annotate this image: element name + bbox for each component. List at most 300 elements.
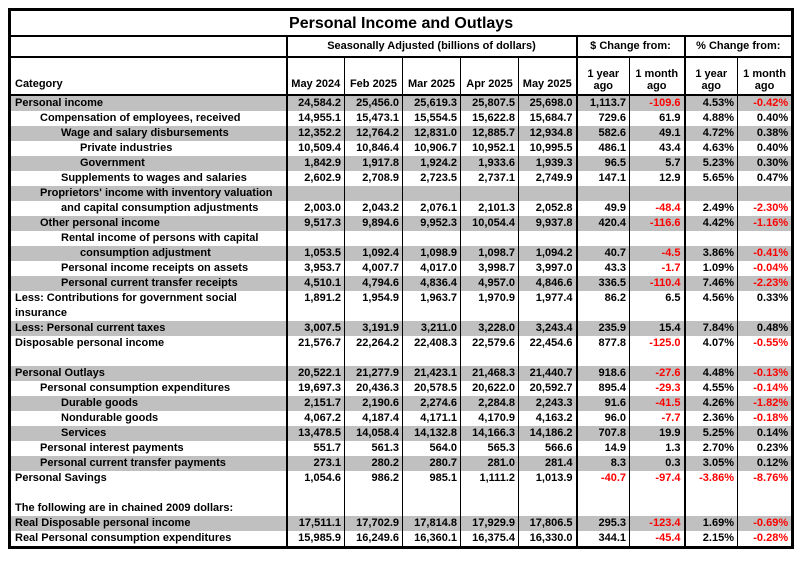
value-cell bbox=[630, 486, 685, 501]
value-cell: 420.4 bbox=[577, 216, 630, 231]
value-cell: 17,814.8 bbox=[403, 516, 461, 531]
value-cell: 5.7 bbox=[630, 156, 685, 171]
value-cell: 0.30% bbox=[738, 156, 793, 171]
value-cell: 295.3 bbox=[577, 516, 630, 531]
value-cell: 8.3 bbox=[577, 456, 630, 471]
value-cell: -116.6 bbox=[630, 216, 685, 231]
column-header-apr-2025: Apr 2025 bbox=[461, 57, 519, 95]
value-cell: -2.23% bbox=[738, 276, 793, 291]
value-cell bbox=[685, 231, 738, 246]
value-cell: 4,510.1 bbox=[287, 276, 345, 291]
value-cell: -0.14% bbox=[738, 381, 793, 396]
value-cell: 17,806.5 bbox=[519, 516, 577, 531]
value-cell: 2,749.9 bbox=[519, 171, 577, 186]
table-row bbox=[10, 216, 793, 231]
value-cell: 4,794.6 bbox=[345, 276, 403, 291]
column-header-row bbox=[10, 57, 793, 95]
value-cell: 49.1 bbox=[630, 126, 685, 141]
value-cell: 4,171.1 bbox=[403, 411, 461, 426]
value-cell: 1,092.4 bbox=[345, 246, 403, 261]
category-cell: Proprietors' income with inventory valuation bbox=[10, 186, 287, 201]
value-cell bbox=[630, 231, 685, 246]
value-cell: 0.47% bbox=[738, 171, 793, 186]
value-cell: -97.4 bbox=[630, 471, 685, 486]
value-cell: 1,053.5 bbox=[287, 246, 345, 261]
value-cell bbox=[287, 351, 345, 366]
value-cell: 4.63% bbox=[685, 141, 738, 156]
value-cell: -110.4 bbox=[630, 276, 685, 291]
category-cell: consumption adjustment bbox=[10, 246, 287, 261]
value-cell: 3,007.5 bbox=[287, 321, 345, 336]
value-cell: 2.49% bbox=[685, 201, 738, 216]
column-header-mar-2025: Mar 2025 bbox=[403, 57, 461, 95]
value-cell: 486.1 bbox=[577, 141, 630, 156]
value-cell: 15,473.1 bbox=[345, 111, 403, 126]
value-cell: 2.15% bbox=[685, 531, 738, 548]
category-column-header: Category bbox=[10, 57, 287, 95]
value-cell bbox=[461, 186, 519, 201]
value-cell bbox=[738, 351, 793, 366]
column-header-feb-2025: Feb 2025 bbox=[345, 57, 403, 95]
value-cell: 16,249.6 bbox=[345, 531, 403, 548]
value-cell: 4.26% bbox=[685, 396, 738, 411]
value-cell bbox=[630, 306, 685, 321]
value-cell bbox=[738, 486, 793, 501]
value-cell: -2.30% bbox=[738, 201, 793, 216]
category-cell: Personal interest payments bbox=[40, 442, 184, 454]
value-cell: -0.55% bbox=[738, 336, 793, 351]
value-cell: 2,190.6 bbox=[345, 396, 403, 411]
value-cell: 43.4 bbox=[630, 141, 685, 156]
value-cell: 14,058.4 bbox=[345, 426, 403, 441]
value-cell: 21,423.1 bbox=[403, 366, 461, 381]
value-cell: 16,330.0 bbox=[519, 531, 577, 548]
value-cell: 25,698.0 bbox=[519, 95, 577, 111]
value-cell: 12,831.0 bbox=[403, 126, 461, 141]
value-cell: -1.7 bbox=[630, 261, 685, 276]
value-cell: 561.3 bbox=[345, 441, 403, 456]
percent-change-group-header: % Change from: bbox=[685, 36, 793, 57]
value-cell: 12,885.7 bbox=[461, 126, 519, 141]
category-cell: Personal current transfer payments bbox=[10, 456, 287, 471]
value-cell bbox=[519, 486, 577, 501]
table-row bbox=[10, 456, 793, 471]
table-row bbox=[10, 201, 793, 216]
value-cell: 235.9 bbox=[577, 321, 630, 336]
category-cell: Personal current transfer receipts bbox=[10, 276, 287, 291]
value-cell: 16,375.4 bbox=[461, 531, 519, 548]
value-cell: 25,807.5 bbox=[461, 95, 519, 111]
category-cell: Government bbox=[10, 156, 287, 171]
value-cell: 5.23% bbox=[685, 156, 738, 171]
value-cell: 4,187.4 bbox=[345, 411, 403, 426]
value-cell: 1,970.9 bbox=[461, 291, 519, 306]
value-cell: -0.04% bbox=[738, 261, 793, 276]
value-cell bbox=[345, 486, 403, 501]
value-cell: 10,995.5 bbox=[519, 141, 577, 156]
value-cell bbox=[738, 231, 793, 246]
value-cell: 4,836.4 bbox=[403, 276, 461, 291]
table-row bbox=[10, 276, 793, 291]
value-cell: 2,737.1 bbox=[461, 171, 519, 186]
table-row bbox=[10, 291, 793, 306]
column-header-may-2025: May 2025 bbox=[519, 57, 577, 95]
value-cell: 21,440.7 bbox=[519, 366, 577, 381]
value-cell: 9,952.3 bbox=[403, 216, 461, 231]
value-cell: 96.0 bbox=[577, 411, 630, 426]
value-cell: 1,098.7 bbox=[461, 246, 519, 261]
value-cell: 5.25% bbox=[685, 426, 738, 441]
value-cell: 3.05% bbox=[685, 456, 738, 471]
value-cell bbox=[685, 501, 738, 516]
table-row bbox=[10, 501, 793, 516]
value-cell bbox=[577, 306, 630, 321]
value-cell: 21,576.7 bbox=[287, 336, 345, 351]
category-cell: insurance bbox=[15, 307, 67, 319]
value-cell bbox=[577, 486, 630, 501]
value-cell bbox=[345, 501, 403, 516]
value-cell: 985.1 bbox=[403, 471, 461, 486]
value-cell: 20,578.5 bbox=[403, 381, 461, 396]
value-cell bbox=[630, 186, 685, 201]
value-cell: 707.8 bbox=[577, 426, 630, 441]
value-cell bbox=[685, 186, 738, 201]
category-cell: Less: Contributions for government social bbox=[15, 292, 237, 304]
value-cell: -29.3 bbox=[630, 381, 685, 396]
value-cell: 0.3 bbox=[630, 456, 685, 471]
value-cell: 1,094.2 bbox=[519, 246, 577, 261]
value-cell: 25,619.3 bbox=[403, 95, 461, 111]
value-cell: 1,113.7 bbox=[577, 95, 630, 111]
value-cell: 1,933.6 bbox=[461, 156, 519, 171]
value-cell: 20,522.1 bbox=[287, 366, 345, 381]
value-cell: 273.1 bbox=[287, 456, 345, 471]
table-row bbox=[10, 321, 793, 336]
value-cell: 7.84% bbox=[685, 321, 738, 336]
value-cell: 4,846.6 bbox=[519, 276, 577, 291]
value-cell: 15,684.7 bbox=[519, 111, 577, 126]
category-cell: Compensation of employees, received bbox=[40, 112, 241, 124]
value-cell: 1,977.4 bbox=[519, 291, 577, 306]
table-row bbox=[10, 441, 793, 456]
table-row bbox=[10, 126, 793, 141]
value-cell: 9,517.3 bbox=[287, 216, 345, 231]
value-cell bbox=[345, 351, 403, 366]
value-cell: 3,211.0 bbox=[403, 321, 461, 336]
value-cell: 25,456.0 bbox=[345, 95, 403, 111]
value-cell: 20,436.3 bbox=[345, 381, 403, 396]
value-cell: 10,906.7 bbox=[403, 141, 461, 156]
value-cell: 2,708.9 bbox=[345, 171, 403, 186]
value-cell: 10,846.4 bbox=[345, 141, 403, 156]
table-row bbox=[10, 186, 793, 201]
value-cell: -41.5 bbox=[630, 396, 685, 411]
category-cell: Personal income receipts on assets bbox=[61, 262, 249, 274]
value-cell bbox=[685, 306, 738, 321]
value-cell: 0.14% bbox=[738, 426, 793, 441]
value-cell bbox=[287, 231, 345, 246]
category-cell: The following are in chained 2009 dollars: bbox=[15, 502, 234, 514]
value-cell: 1,842.9 bbox=[287, 156, 345, 171]
value-cell: 2,076.1 bbox=[403, 201, 461, 216]
category-cell: Wage and salary disbursements bbox=[10, 126, 287, 141]
value-cell: 13,478.5 bbox=[287, 426, 345, 441]
value-cell bbox=[403, 306, 461, 321]
value-cell: 281.4 bbox=[519, 456, 577, 471]
value-cell bbox=[403, 186, 461, 201]
table-row bbox=[10, 531, 793, 548]
value-cell: 12,764.2 bbox=[345, 126, 403, 141]
value-cell: -3.86% bbox=[685, 471, 738, 486]
value-cell: 4.88% bbox=[685, 111, 738, 126]
table-row bbox=[10, 111, 793, 126]
value-cell: 3,228.0 bbox=[461, 321, 519, 336]
value-cell bbox=[345, 306, 403, 321]
value-cell bbox=[287, 486, 345, 501]
category-cell: Services bbox=[10, 426, 287, 441]
value-cell: 40.7 bbox=[577, 246, 630, 261]
table-row bbox=[10, 366, 793, 381]
table-row bbox=[10, 95, 793, 111]
value-cell: 3,997.0 bbox=[519, 261, 577, 276]
value-cell: 2,284.8 bbox=[461, 396, 519, 411]
category-cell: Personal Outlays bbox=[10, 366, 287, 381]
value-cell: 0.48% bbox=[738, 321, 793, 336]
value-cell: 9,894.6 bbox=[345, 216, 403, 231]
value-cell: 12,352.2 bbox=[287, 126, 345, 141]
table-row bbox=[10, 306, 793, 321]
value-cell: 5.65% bbox=[685, 171, 738, 186]
value-cell: -27.6 bbox=[630, 366, 685, 381]
value-cell: 12,934.8 bbox=[519, 126, 577, 141]
value-cell: 21,277.9 bbox=[345, 366, 403, 381]
value-cell: 4.56% bbox=[685, 291, 738, 306]
value-cell bbox=[403, 501, 461, 516]
value-cell: -0.13% bbox=[738, 366, 793, 381]
table-row bbox=[10, 141, 793, 156]
value-cell: 2,101.3 bbox=[461, 201, 519, 216]
value-cell bbox=[403, 351, 461, 366]
value-cell: 17,929.9 bbox=[461, 516, 519, 531]
value-cell: -1.16% bbox=[738, 216, 793, 231]
column-header-percent-1-year-ago: 1 year ago bbox=[685, 57, 738, 95]
value-cell bbox=[403, 231, 461, 246]
value-cell: 22,264.2 bbox=[345, 336, 403, 351]
value-cell bbox=[577, 501, 630, 516]
value-cell: 877.8 bbox=[577, 336, 630, 351]
value-cell: 14,186.2 bbox=[519, 426, 577, 441]
table-row bbox=[10, 516, 793, 531]
value-cell: 2,602.9 bbox=[287, 171, 345, 186]
value-cell: 147.1 bbox=[577, 171, 630, 186]
value-cell bbox=[287, 306, 345, 321]
value-cell: 10,952.1 bbox=[461, 141, 519, 156]
value-cell bbox=[685, 351, 738, 366]
value-cell: 336.5 bbox=[577, 276, 630, 291]
title-row bbox=[10, 10, 793, 37]
value-cell: 2,243.3 bbox=[519, 396, 577, 411]
value-cell: 986.2 bbox=[345, 471, 403, 486]
value-cell: 1.3 bbox=[630, 441, 685, 456]
value-cell: 2.70% bbox=[685, 441, 738, 456]
table-body bbox=[10, 95, 793, 548]
value-cell bbox=[461, 501, 519, 516]
value-cell: 551.7 bbox=[287, 441, 345, 456]
value-cell: 1,963.7 bbox=[403, 291, 461, 306]
value-cell: 3.86% bbox=[685, 246, 738, 261]
value-cell: 2,151.7 bbox=[287, 396, 345, 411]
value-cell: 1,054.6 bbox=[287, 471, 345, 486]
value-cell: -8.76% bbox=[738, 471, 793, 486]
value-cell: 280.7 bbox=[403, 456, 461, 471]
value-cell: 1,891.2 bbox=[287, 291, 345, 306]
value-cell: 4.55% bbox=[685, 381, 738, 396]
category-cell: Real Personal consumption expenditures bbox=[15, 532, 232, 544]
value-cell: 4,007.7 bbox=[345, 261, 403, 276]
category-cell: Other personal income bbox=[10, 216, 287, 231]
value-cell: 0.33% bbox=[738, 291, 793, 306]
value-cell: 3,243.4 bbox=[519, 321, 577, 336]
value-cell bbox=[345, 186, 403, 201]
value-cell: 4,957.0 bbox=[461, 276, 519, 291]
income-outlays-table bbox=[8, 8, 794, 549]
value-cell bbox=[519, 231, 577, 246]
value-cell: 2,723.5 bbox=[403, 171, 461, 186]
value-cell: 10,509.4 bbox=[287, 141, 345, 156]
category-cell: Real Disposable personal income bbox=[10, 516, 287, 531]
value-cell: 15,622.8 bbox=[461, 111, 519, 126]
dollar-change-group-header: $ Change from: bbox=[577, 36, 685, 57]
value-cell bbox=[403, 486, 461, 501]
category-cell: Supplements to wages and salaries bbox=[61, 172, 247, 184]
value-cell: -7.7 bbox=[630, 411, 685, 426]
value-cell: 61.9 bbox=[630, 111, 685, 126]
value-cell: 19,697.3 bbox=[287, 381, 345, 396]
value-cell bbox=[738, 186, 793, 201]
category-cell: and capital consumption adjustments bbox=[61, 202, 259, 214]
category-cell: Less: Personal current taxes bbox=[10, 321, 287, 336]
value-cell: 22,454.6 bbox=[519, 336, 577, 351]
value-cell: 280.2 bbox=[345, 456, 403, 471]
value-cell: 17,702.9 bbox=[345, 516, 403, 531]
table-row bbox=[10, 336, 793, 351]
value-cell bbox=[519, 501, 577, 516]
value-cell: 2,043.2 bbox=[345, 201, 403, 216]
value-cell: -48.4 bbox=[630, 201, 685, 216]
value-cell: 20,592.7 bbox=[519, 381, 577, 396]
value-cell: 6.5 bbox=[630, 291, 685, 306]
value-cell: 19.9 bbox=[630, 426, 685, 441]
category-cell: Personal consumption expenditures bbox=[40, 382, 231, 394]
value-cell bbox=[519, 186, 577, 201]
value-cell: 0.38% bbox=[738, 126, 793, 141]
value-cell: -0.41% bbox=[738, 246, 793, 261]
value-cell: 2,052.8 bbox=[519, 201, 577, 216]
value-cell: 4.48% bbox=[685, 366, 738, 381]
category-cell: Nondurable goods bbox=[61, 412, 159, 424]
value-cell: 2,003.0 bbox=[287, 201, 345, 216]
value-cell: 22,579.6 bbox=[461, 336, 519, 351]
value-cell bbox=[738, 306, 793, 321]
value-cell: -1.82% bbox=[738, 396, 793, 411]
table-row bbox=[10, 486, 793, 501]
value-cell: 3,191.9 bbox=[345, 321, 403, 336]
value-cell bbox=[630, 501, 685, 516]
category-cell: Durable goods bbox=[10, 396, 287, 411]
value-cell: 24,584.2 bbox=[287, 95, 345, 111]
value-cell: -45.4 bbox=[630, 531, 685, 548]
value-cell: 895.4 bbox=[577, 381, 630, 396]
value-cell bbox=[630, 351, 685, 366]
value-cell: 17,511.1 bbox=[287, 516, 345, 531]
value-cell: -125.0 bbox=[630, 336, 685, 351]
value-cell: 1,098.9 bbox=[403, 246, 461, 261]
table-row bbox=[10, 246, 793, 261]
column-header-dollar-1-year-ago: 1 year ago bbox=[577, 57, 630, 95]
value-cell: 15,554.5 bbox=[403, 111, 461, 126]
table-row bbox=[10, 381, 793, 396]
value-cell: 91.6 bbox=[577, 396, 630, 411]
category-cell: Personal income bbox=[10, 95, 287, 111]
value-cell bbox=[738, 501, 793, 516]
category-cell: Personal Savings bbox=[15, 472, 107, 484]
value-cell: 582.6 bbox=[577, 126, 630, 141]
column-header-may-2024: May 2024 bbox=[287, 57, 345, 95]
value-cell: 2.36% bbox=[685, 411, 738, 426]
value-cell: -109.6 bbox=[630, 95, 685, 111]
value-cell bbox=[519, 306, 577, 321]
value-cell bbox=[577, 231, 630, 246]
value-cell: 15,985.9 bbox=[287, 531, 345, 548]
value-cell: 3,953.7 bbox=[287, 261, 345, 276]
value-cell: 20,622.0 bbox=[461, 381, 519, 396]
value-cell: 86.2 bbox=[577, 291, 630, 306]
value-cell: -0.42% bbox=[738, 95, 793, 111]
value-cell: -4.5 bbox=[630, 246, 685, 261]
table-row bbox=[10, 471, 793, 486]
value-cell: 1.09% bbox=[685, 261, 738, 276]
value-cell: 1,013.9 bbox=[519, 471, 577, 486]
value-cell: 4,163.2 bbox=[519, 411, 577, 426]
value-cell: 14,132.8 bbox=[403, 426, 461, 441]
value-cell: 7.46% bbox=[685, 276, 738, 291]
value-cell: 14,166.3 bbox=[461, 426, 519, 441]
table-row bbox=[10, 411, 793, 426]
value-cell: 4,017.0 bbox=[403, 261, 461, 276]
table-row bbox=[10, 351, 793, 366]
value-cell: 9,937.8 bbox=[519, 216, 577, 231]
value-cell: 1,939.3 bbox=[519, 156, 577, 171]
value-cell: 16,360.1 bbox=[403, 531, 461, 548]
value-cell: 43.3 bbox=[577, 261, 630, 276]
column-header-dollar-1-month-ago: 1 month ago bbox=[630, 57, 685, 95]
category-cell: Disposable personal income bbox=[15, 337, 165, 349]
value-cell bbox=[461, 231, 519, 246]
table-row bbox=[10, 261, 793, 276]
value-cell: 566.6 bbox=[519, 441, 577, 456]
value-cell: 0.23% bbox=[738, 441, 793, 456]
category-cell: Rental income of persons with capital bbox=[61, 232, 259, 244]
category-cell bbox=[10, 486, 287, 501]
category-cell: Private industries bbox=[80, 142, 173, 154]
table-row bbox=[10, 396, 793, 411]
value-cell bbox=[685, 486, 738, 501]
value-cell: 1.69% bbox=[685, 516, 738, 531]
value-cell: -123.4 bbox=[630, 516, 685, 531]
value-cell bbox=[287, 186, 345, 201]
value-cell: 729.6 bbox=[577, 111, 630, 126]
value-cell: -0.28% bbox=[738, 531, 793, 548]
